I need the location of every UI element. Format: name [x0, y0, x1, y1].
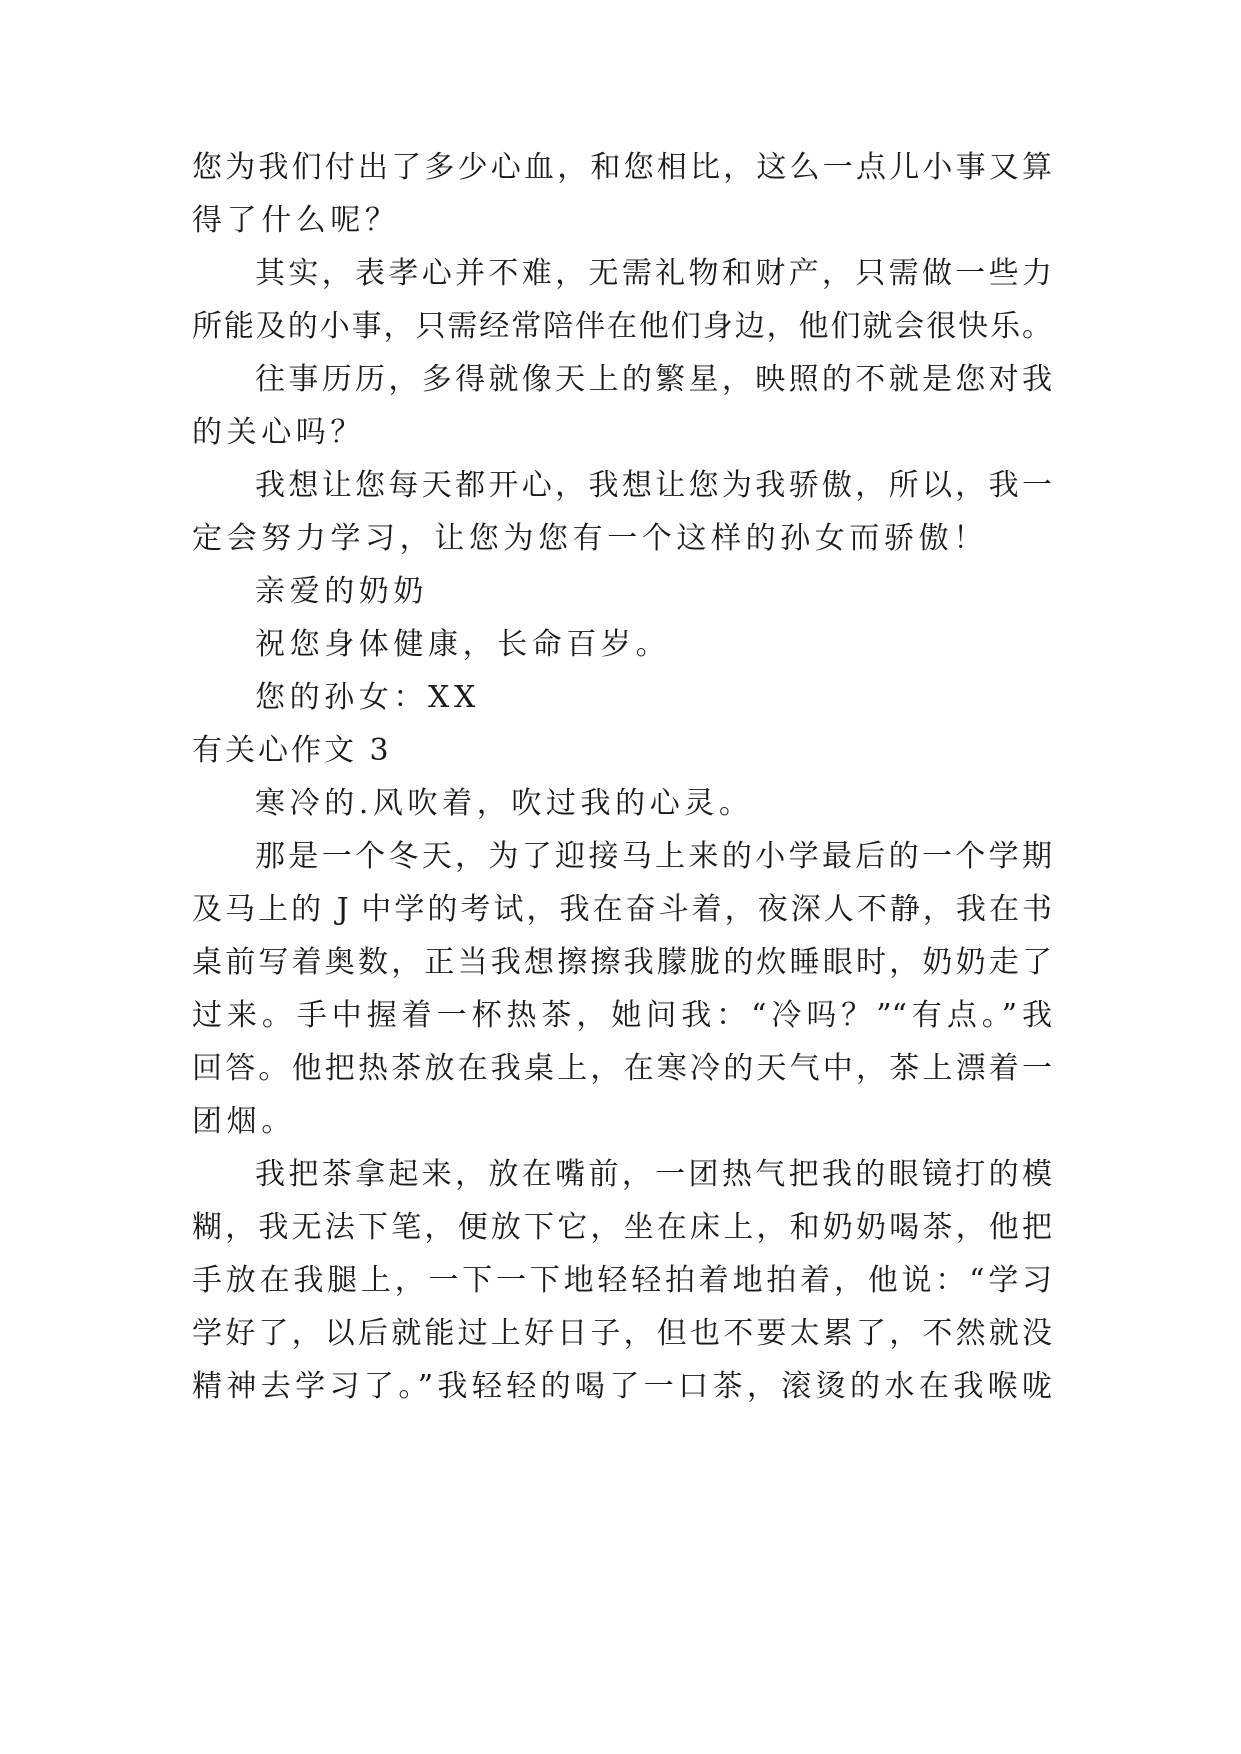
text-line: 桌前写着奥数，正当我想擦擦我朦胧的炊睡眼时，奶奶走了 — [192, 945, 1052, 980]
text-line: 过来。手中握着一杯热茶，她问我：“冷吗？”“有点。”我 — [192, 998, 1052, 1033]
signature: 您的孙女：XX — [255, 680, 480, 715]
text-line: 其实，表孝心并不难，无需礼物和财产，只需做一些力 — [255, 256, 1052, 291]
text-line: 学好了，以后就能过上好日子，但也不要太累了，不然就没 — [192, 1316, 1052, 1351]
text-line: 的关心吗？ — [192, 415, 365, 450]
text-line: 寒冷的.风吹着，吹过我的心灵。 — [255, 786, 754, 821]
text-line: 得了什么呢？ — [192, 203, 400, 238]
text-line: 所能及的小事，只需经常陪伴在他们身边，他们就会很快乐。 — [192, 309, 1052, 344]
section-title: 有关心作文 3 — [192, 733, 392, 768]
text-line: 我把茶拿起来，放在嘴前，一团热气把我的眼镜打的模 — [255, 1157, 1052, 1192]
text-line: 手放在我腿上，一下一下地轻轻拍着地拍着，他说：“学习 — [192, 1263, 1052, 1298]
text-line: 往事历历，多得就像天上的繁星，映照的不就是您对我 — [255, 362, 1052, 397]
text-line: 精神去学习了。”我轻轻的喝了一口茶，滚烫的水在我喉咙 — [192, 1369, 1052, 1404]
salutation: 亲爱的奶奶 — [255, 574, 428, 609]
text-line: 您为我们付出了多少心血，和您相比，这么一点儿小事又算 — [192, 150, 1052, 185]
blessing: 祝您身体健康，长命百岁。 — [255, 627, 671, 662]
text-line: 定会努力学习，让您为您有一个这样的孙女而骄傲！ — [192, 521, 988, 556]
text-line: 我想让您每天都开心，我想让您为我骄傲，所以，我一 — [255, 468, 1052, 503]
text-line: 那是一个冬天，为了迎接马上来的小学最后的一个学期 — [255, 839, 1052, 874]
text-line: 糊，我无法下笔，便放下它，坐在床上，和奶奶喝茶，他把 — [192, 1210, 1052, 1245]
text-line: 回答。他把热茶放在我桌上，在寒冷的天气中，茶上漂着一 — [192, 1051, 1052, 1086]
text-line: 团烟。 — [192, 1104, 296, 1139]
text-line: 及马上的 J 中学的考试，我在奋斗着，夜深人不静，我在书 — [192, 892, 1052, 927]
